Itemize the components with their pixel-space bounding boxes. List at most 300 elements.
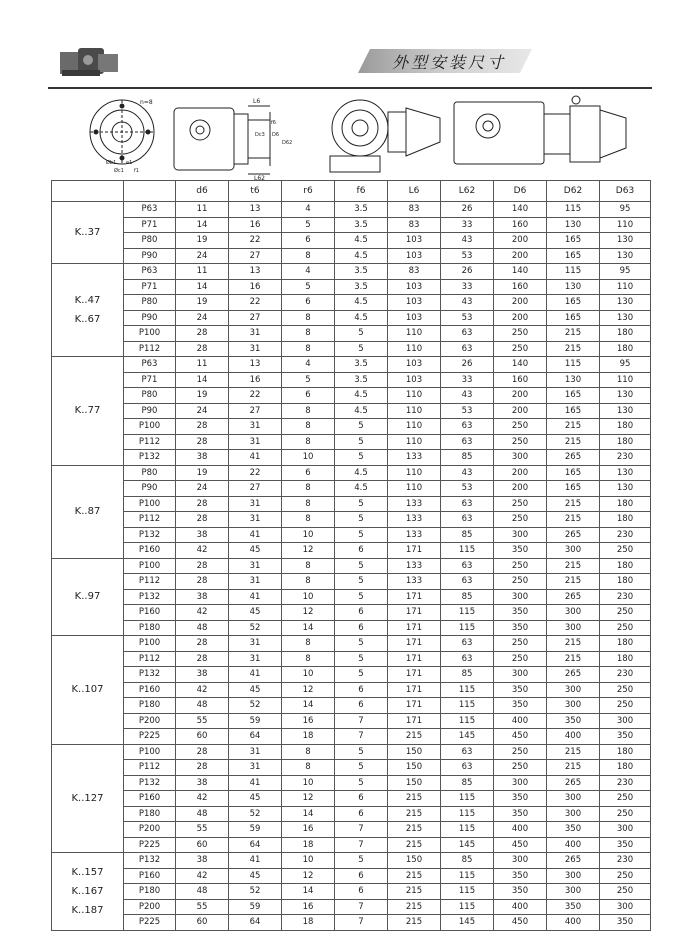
motor-size-cell: P132: [124, 853, 176, 869]
motor-size-cell: P90: [124, 481, 176, 497]
model-name: K..127: [71, 792, 104, 804]
dimension-cell: 300: [494, 853, 547, 869]
dimension-cell: 42: [176, 791, 229, 807]
dimension-cell: 110: [600, 372, 651, 388]
dimension-cell: 28: [176, 341, 229, 357]
dimension-cell: 350: [494, 806, 547, 822]
dimension-cell: 300: [547, 605, 600, 621]
dimension-cell: 115: [441, 682, 494, 698]
dimension-cell: 28: [176, 558, 229, 574]
dimension-cell: 250: [494, 760, 547, 776]
dimension-cell: 7: [335, 729, 388, 745]
dimension-cell: 250: [600, 682, 651, 698]
dimension-cell: 53: [441, 248, 494, 264]
dimension-cell: 230: [600, 667, 651, 683]
table-row: [52, 496, 651, 512]
dimension-cell: 115: [441, 605, 494, 621]
dimension-cell: 350: [494, 682, 547, 698]
column-header-d63: D63: [600, 181, 651, 202]
dimension-cell: 14: [176, 217, 229, 233]
dimension-cell: 52: [229, 620, 282, 636]
dimension-cell: 19: [176, 388, 229, 404]
table-row: [52, 899, 651, 915]
dimension-cell: 150: [388, 775, 441, 791]
dimension-cell: 11: [176, 202, 229, 218]
motor-size-cell: P112: [124, 651, 176, 667]
dimension-cell: 171: [388, 698, 441, 714]
table-row: [52, 434, 651, 450]
dimension-cell: 6: [335, 682, 388, 698]
dimension-cell: 265: [547, 667, 600, 683]
motor-size-cell: P100: [124, 744, 176, 760]
dimension-cell: 24: [176, 403, 229, 419]
motor-size-cell: P160: [124, 791, 176, 807]
dimension-cell: 250: [600, 868, 651, 884]
table-row: [52, 310, 651, 326]
dimension-cell: 300: [494, 527, 547, 543]
dimension-cell: 130: [600, 248, 651, 264]
dimension-cell: 250: [600, 791, 651, 807]
dimension-cell: 38: [176, 853, 229, 869]
dimension-cell: 59: [229, 899, 282, 915]
dimension-cell: 43: [441, 465, 494, 481]
motor-size-cell: P63: [124, 202, 176, 218]
table-row: [52, 372, 651, 388]
motor-size-cell: P100: [124, 496, 176, 512]
dimension-cell: 13: [229, 202, 282, 218]
model-name: K..47: [74, 295, 101, 306]
dimension-cell: 41: [229, 775, 282, 791]
dimension-cell: 165: [547, 310, 600, 326]
dimension-cell: 16: [229, 279, 282, 295]
table-row: [52, 279, 651, 295]
dimension-cell: 180: [600, 419, 651, 435]
dimension-cell: 200: [494, 310, 547, 326]
table-row: [52, 822, 651, 838]
dimension-cell: 85: [441, 450, 494, 466]
dimension-cell: 53: [441, 481, 494, 497]
dimension-cell: 215: [388, 822, 441, 838]
table-row: [52, 465, 651, 481]
dimension-cell: 103: [388, 310, 441, 326]
table-row: [52, 341, 651, 357]
dimension-cell: 31: [229, 419, 282, 435]
dimension-cell: 24: [176, 310, 229, 326]
dimension-cell: 110: [388, 341, 441, 357]
dimension-cell: 171: [388, 636, 441, 652]
dimension-cell: 350: [494, 620, 547, 636]
dimension-cell: 215: [547, 434, 600, 450]
motor-size-cell: P100: [124, 558, 176, 574]
dimension-cell: 171: [388, 667, 441, 683]
dimension-cell: 180: [600, 651, 651, 667]
dimension-cell: 200: [494, 465, 547, 481]
dimension-cell: 22: [229, 465, 282, 481]
dimension-cell: 450: [494, 915, 547, 931]
dimension-cell: 27: [229, 403, 282, 419]
column-header-l62: L62: [441, 181, 494, 202]
dimension-cell: 265: [547, 775, 600, 791]
dimension-cell: 33: [441, 372, 494, 388]
dimension-cell: 4.5: [335, 481, 388, 497]
table-row: [52, 388, 651, 404]
dimension-cell: 140: [494, 264, 547, 280]
dimension-cell: 31: [229, 326, 282, 342]
dimension-cell: 165: [547, 295, 600, 311]
dimension-cell: 115: [441, 543, 494, 559]
table-row: [52, 248, 651, 264]
dimension-cell: 215: [388, 806, 441, 822]
dimension-cell: 38: [176, 589, 229, 605]
dimension-cell: 165: [547, 403, 600, 419]
dimension-cell: 8: [282, 558, 335, 574]
dimension-cell: 16: [282, 822, 335, 838]
dimension-cell: 350: [547, 713, 600, 729]
fourth-view-drawing: [454, 96, 626, 164]
dimension-cell: 115: [441, 868, 494, 884]
dimension-cell: 350: [494, 868, 547, 884]
table-row: [52, 868, 651, 884]
dimension-cell: 215: [388, 791, 441, 807]
dimension-cell: 31: [229, 636, 282, 652]
dimension-cell: 14: [176, 372, 229, 388]
dimension-cell: 10: [282, 589, 335, 605]
dimension-cell: 42: [176, 543, 229, 559]
table-row: [52, 698, 651, 714]
dimension-cell: 265: [547, 450, 600, 466]
dimension-cell: 7: [335, 899, 388, 915]
dimension-cell: 165: [547, 465, 600, 481]
motor-size-cell: P80: [124, 465, 176, 481]
dimension-cell: 16: [229, 372, 282, 388]
dimension-cell: 22: [229, 233, 282, 249]
dimension-cell: 18: [282, 915, 335, 931]
dimension-cell: 350: [600, 915, 651, 931]
dimension-cell: 7: [335, 822, 388, 838]
dimension-cell: 230: [600, 853, 651, 869]
column-header-d62: D62: [547, 181, 600, 202]
dimension-cell: 16: [282, 713, 335, 729]
dimension-cell: 110: [388, 419, 441, 435]
dimension-cell: 60: [176, 729, 229, 745]
motor-size-cell: P90: [124, 403, 176, 419]
dimension-cell: 48: [176, 884, 229, 900]
table-row: [52, 651, 651, 667]
motor-size-cell: P112: [124, 512, 176, 528]
dimension-cell: 48: [176, 806, 229, 822]
dimension-cell: 133: [388, 527, 441, 543]
dimension-cell: 95: [600, 357, 651, 373]
dimension-cell: 4: [282, 202, 335, 218]
side-label-f6: f6: [271, 120, 276, 126]
dimension-cell: 140: [494, 202, 547, 218]
dimension-cell: 215: [547, 760, 600, 776]
dimension-cell: 103: [388, 248, 441, 264]
table-row: [52, 853, 651, 869]
motor-size-cell: P112: [124, 760, 176, 776]
column-header-model: [52, 181, 124, 202]
dimension-cell: 42: [176, 682, 229, 698]
dimension-cell: 230: [600, 589, 651, 605]
model-cell: [52, 465, 124, 558]
dimension-cell: 31: [229, 496, 282, 512]
dimension-cell: 180: [600, 574, 651, 590]
motor-size-cell: P200: [124, 713, 176, 729]
dimension-cell: 95: [600, 202, 651, 218]
dimension-cell: 350: [600, 837, 651, 853]
dimension-cell: 5: [335, 775, 388, 791]
dimension-cell: 45: [229, 543, 282, 559]
side-label-dc3: Dc3: [255, 132, 265, 138]
dimension-cell: 265: [547, 853, 600, 869]
dimension-cell: 230: [600, 450, 651, 466]
side-label-d62: D62: [282, 140, 293, 146]
dimension-cell: 45: [229, 791, 282, 807]
motor-size-cell: P132: [124, 527, 176, 543]
dimension-cell: 8: [282, 434, 335, 450]
dimension-cell: 450: [494, 729, 547, 745]
table-header-row: [52, 181, 651, 202]
dimension-cell: 215: [547, 496, 600, 512]
dimension-table: [51, 180, 651, 931]
dimension-cell: 42: [176, 868, 229, 884]
dimension-cell: 350: [494, 605, 547, 621]
motor-size-cell: P180: [124, 698, 176, 714]
dimension-cell: 171: [388, 589, 441, 605]
dimension-cell: 28: [176, 512, 229, 528]
dimension-cell: 5: [335, 419, 388, 435]
dimension-cell: 45: [229, 605, 282, 621]
column-header-l6: L6: [388, 181, 441, 202]
dimension-cell: 250: [494, 496, 547, 512]
dimension-cell: 110: [388, 434, 441, 450]
model-name: K..187: [71, 904, 104, 916]
dimension-cell: 103: [388, 233, 441, 249]
model-name: K..157: [71, 866, 104, 878]
table-row: [52, 791, 651, 807]
front-label-e1: e1: [126, 160, 133, 166]
dimension-cell: 130: [547, 279, 600, 295]
motor-size-cell: P200: [124, 822, 176, 838]
dimension-cell: 26: [441, 202, 494, 218]
dimension-cell: 45: [229, 868, 282, 884]
dimension-cell: 250: [494, 512, 547, 528]
third-view-drawing: [330, 100, 440, 172]
table-row: [52, 667, 651, 683]
dimension-cell: 115: [441, 806, 494, 822]
column-header-f6: f6: [335, 181, 388, 202]
dimension-cell: 14: [282, 620, 335, 636]
model-name: K..97: [74, 591, 101, 603]
table-row: [52, 589, 651, 605]
dimension-cell: 400: [494, 713, 547, 729]
dimension-cell: 14: [282, 884, 335, 900]
table-row: [52, 450, 651, 466]
dimension-cell: 145: [441, 837, 494, 853]
dimension-cell: 300: [494, 450, 547, 466]
dimension-cell: 33: [441, 217, 494, 233]
dimension-cell: 5: [282, 372, 335, 388]
motor-size-cell: P225: [124, 729, 176, 745]
dimension-cell: 300: [547, 620, 600, 636]
model-cell: [52, 202, 124, 264]
dimension-cell: 12: [282, 868, 335, 884]
column-header-r6: r6: [282, 181, 335, 202]
table-row: [52, 775, 651, 791]
dimension-cell: 27: [229, 310, 282, 326]
dimension-cell: 10: [282, 667, 335, 683]
table-row: [52, 682, 651, 698]
dimension-cell: 450: [494, 837, 547, 853]
dimension-cell: 115: [547, 357, 600, 373]
column-header-t6: t6: [229, 181, 282, 202]
dimension-cell: 180: [600, 744, 651, 760]
table-row: [52, 558, 651, 574]
side-view-drawing: [174, 106, 270, 174]
dimension-cell: 31: [229, 512, 282, 528]
dimension-cell: 8: [282, 403, 335, 419]
dimension-cell: 31: [229, 558, 282, 574]
dimension-cell: 215: [547, 512, 600, 528]
side-label-l62: L62: [254, 175, 265, 180]
dimension-cell: 10: [282, 775, 335, 791]
dimension-cell: 180: [600, 341, 651, 357]
motor-size-cell: P112: [124, 574, 176, 590]
page-header: [0, 0, 700, 95]
dimension-cell: 5: [335, 853, 388, 869]
dimension-cell: 26: [441, 357, 494, 373]
table-row: [52, 744, 651, 760]
table-row: [52, 915, 651, 931]
dimension-cell: 63: [441, 574, 494, 590]
dimension-cell: 53: [441, 310, 494, 326]
dimension-cell: 24: [176, 481, 229, 497]
dimension-cell: 130: [600, 233, 651, 249]
dimension-cell: 145: [441, 729, 494, 745]
dimension-cell: 6: [282, 465, 335, 481]
side-label-l6: L6: [253, 98, 261, 105]
dimension-cell: 3.5: [335, 357, 388, 373]
dimension-cell: 250: [494, 744, 547, 760]
dimension-cell: 64: [229, 915, 282, 931]
dimension-cell: 16: [282, 899, 335, 915]
dimension-cell: 230: [600, 527, 651, 543]
dimension-cell: 4: [282, 357, 335, 373]
motor-size-cell: P63: [124, 357, 176, 373]
dimension-cell: 110: [600, 279, 651, 295]
dimension-cell: 180: [600, 496, 651, 512]
dimension-cell: 4.5: [335, 248, 388, 264]
dimension-cell: 150: [388, 760, 441, 776]
dimension-cell: 11: [176, 264, 229, 280]
dimension-cell: 130: [600, 481, 651, 497]
dimension-cell: 28: [176, 744, 229, 760]
dimension-cell: 300: [600, 899, 651, 915]
dimension-cell: 115: [441, 884, 494, 900]
dimension-cell: 63: [441, 651, 494, 667]
table-row: [52, 527, 651, 543]
dimension-cell: 5: [335, 744, 388, 760]
dimension-cell: 7: [335, 837, 388, 853]
dimension-cell: 215: [388, 868, 441, 884]
table-row: [52, 636, 651, 652]
model-cell: [52, 264, 124, 357]
dimension-cell: 43: [441, 295, 494, 311]
dimension-cell: 133: [388, 450, 441, 466]
motor-size-cell: P80: [124, 233, 176, 249]
dimension-cell: 31: [229, 760, 282, 776]
dimension-cell: 103: [388, 372, 441, 388]
dimension-cell: 6: [335, 620, 388, 636]
dimension-cell: 5: [335, 558, 388, 574]
motor-size-cell: P90: [124, 310, 176, 326]
dimension-cell: 60: [176, 837, 229, 853]
dimension-cell: 8: [282, 481, 335, 497]
motor-size-cell: P112: [124, 341, 176, 357]
dimension-cell: 8: [282, 248, 335, 264]
table-row: [52, 512, 651, 528]
dimension-cell: 180: [600, 760, 651, 776]
dimension-cell: 180: [600, 434, 651, 450]
dimension-cell: 160: [494, 279, 547, 295]
motor-size-cell: P160: [124, 543, 176, 559]
dimension-cell: 28: [176, 760, 229, 776]
dimension-cell: 171: [388, 651, 441, 667]
dimension-cell: 13: [229, 264, 282, 280]
dimension-cell: 12: [282, 543, 335, 559]
dimension-cell: 8: [282, 419, 335, 435]
dimension-cell: 10: [282, 527, 335, 543]
dimension-cell: 160: [494, 372, 547, 388]
motor-size-cell: P71: [124, 279, 176, 295]
dimension-cell: 18: [282, 729, 335, 745]
dimension-cell: 150: [388, 744, 441, 760]
dimension-cell: 133: [388, 558, 441, 574]
motor-size-cell: P160: [124, 605, 176, 621]
dimension-cell: 350: [494, 884, 547, 900]
dimension-cell: 14: [282, 806, 335, 822]
dimension-cell: 5: [282, 217, 335, 233]
dimension-cell: 300: [547, 682, 600, 698]
dimension-cell: 130: [600, 295, 651, 311]
dimension-cell: 8: [282, 744, 335, 760]
dimension-cell: 19: [176, 295, 229, 311]
column-header-d6-diameter: D6: [494, 181, 547, 202]
dimension-cell: 53: [441, 403, 494, 419]
motor-size-cell: P100: [124, 419, 176, 435]
dimension-cell: 38: [176, 775, 229, 791]
dimension-cell: 83: [388, 264, 441, 280]
dimension-cell: 8: [282, 512, 335, 528]
dimension-cell: 5: [335, 434, 388, 450]
table-row: [52, 760, 651, 776]
dimension-cell: 8: [282, 310, 335, 326]
dimension-cell: 38: [176, 450, 229, 466]
dimension-cell: 215: [388, 884, 441, 900]
dimension-cell: 350: [547, 899, 600, 915]
dimension-cell: 300: [494, 589, 547, 605]
dimension-cell: 5: [282, 279, 335, 295]
motor-size-cell: P160: [124, 868, 176, 884]
dimension-cell: 5: [335, 667, 388, 683]
table-row: [52, 574, 651, 590]
table-row: [52, 837, 651, 853]
dimension-cell: 55: [176, 822, 229, 838]
dimension-cell: 133: [388, 496, 441, 512]
dimension-cell: 83: [388, 217, 441, 233]
gearmotor-icon: [58, 40, 120, 82]
motor-size-cell: P180: [124, 806, 176, 822]
